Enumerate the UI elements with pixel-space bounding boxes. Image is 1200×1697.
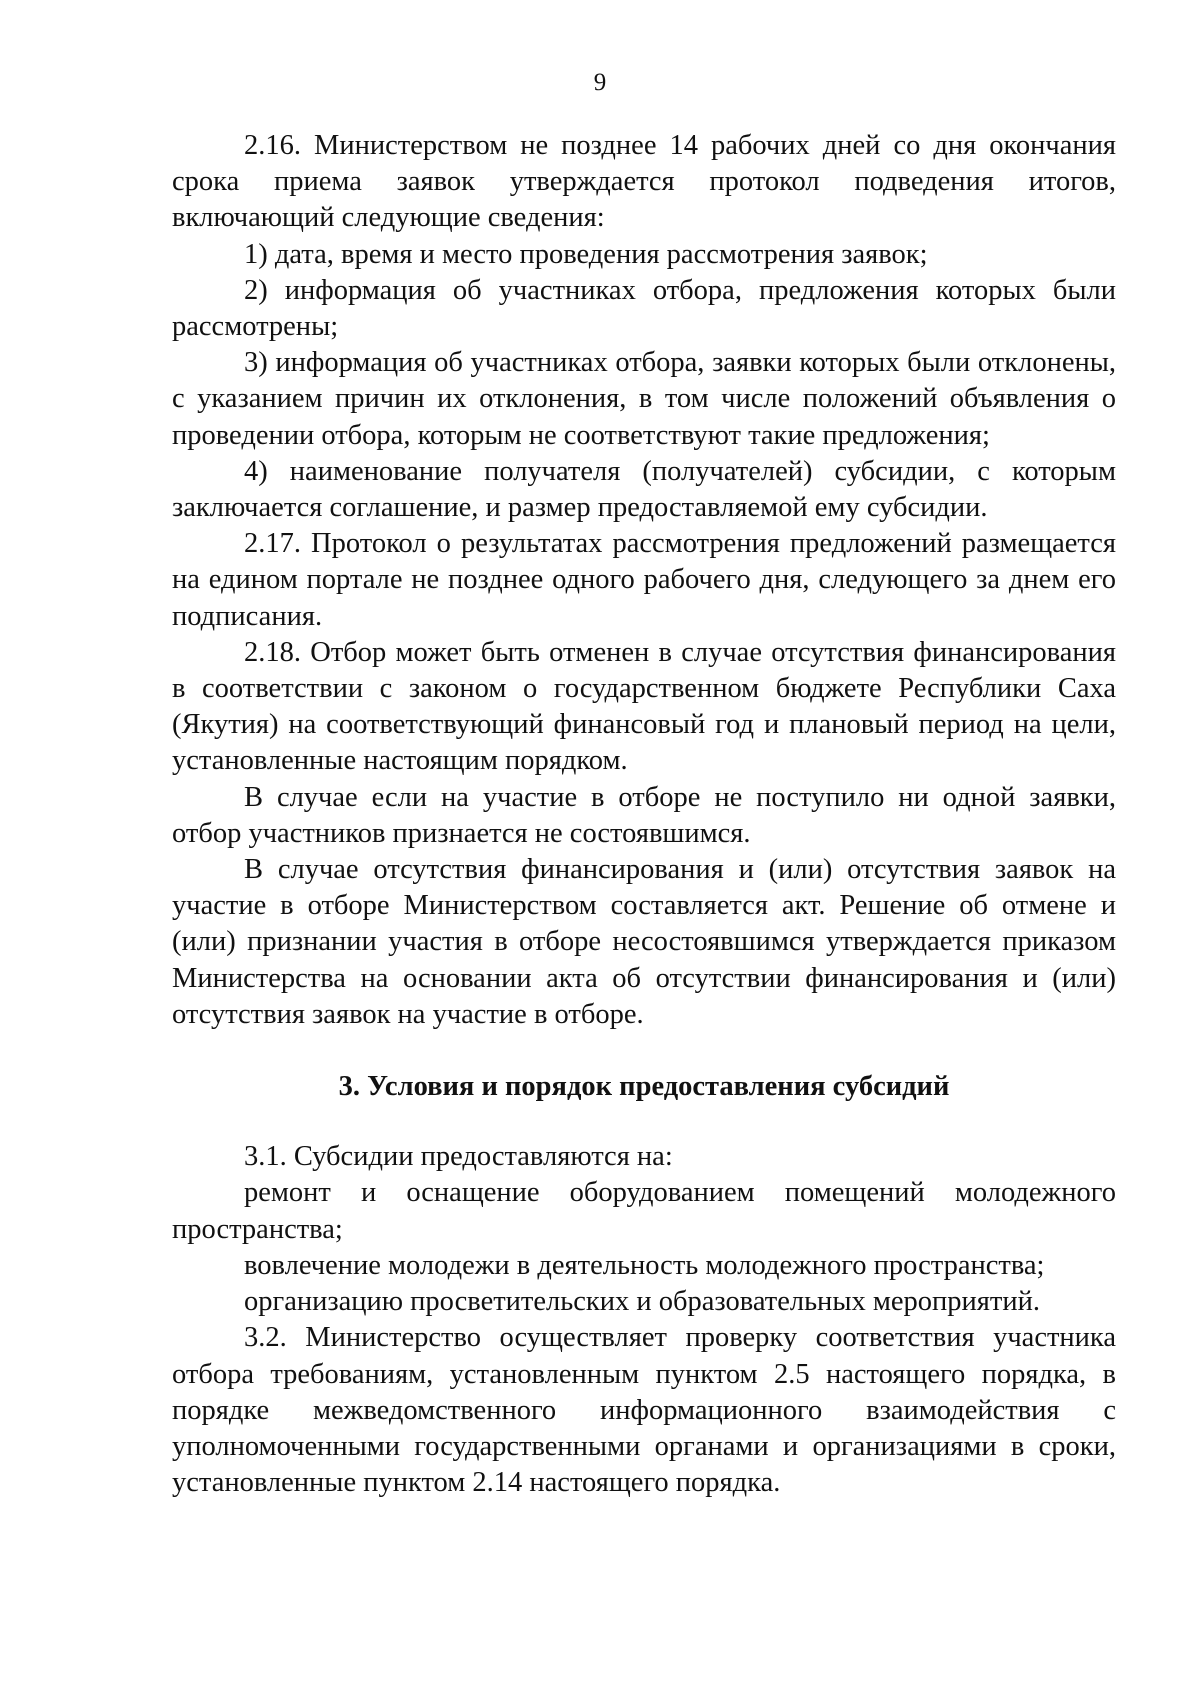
paragraph-3-1: 3.1. Субсидии предоставляются на: — [244, 1141, 673, 1173]
list-item-youth-involvement: вовлечение молодежи в деятельность молодежного пространства; — [244, 1249, 1045, 1281]
page-number: 9 — [593, 69, 607, 96]
list-item-participants-considered: 2) информация об участниках отбора, предложения которых были рассмотрены; — [172, 274, 1116, 343]
paragraph-3-2: 3.2. Министерство осуществляет проверку соответствия участника отбора требованиям, установленным пунктом 2.5 настоящего порядка, в порядке межведомственного информационного взаимодействия с уполномоченными государственными органами и организациями в сроки, установленные пунктом 2.14 настоящего порядка. — [172, 1322, 1116, 1499]
paragraph-no-applications: В случае если на участие в отборе не поступило ни одной заявки, отбор участников признается не состоявшимся. — [172, 781, 1116, 849]
list-item-participants-rejected: 3) информация об участниках отбора, заявки которых были отклонены, с указанием причин их отклонения, в том числе положений объявления о проведении отбора, которым не соответствуют такие предложения; — [172, 347, 1116, 451]
paragraph-lack-of-funding: В случае отсутствия финансирования и (или) отсутствия заявок на участие в отборе Министерством составляется акт. Решение об отмене и (или) признании участия в отборе несостоявшимся утверждается приказом Министерства на основании акта об отсутствии финансирования и (или) отсутствия заявок на участие в отборе. — [172, 854, 1116, 1030]
list-item-educational-events: организацию просветительских и образовательных мероприятий. — [244, 1286, 1040, 1318]
document-body — [172, 128, 1116, 1501]
list-item-repair-equipment: ремонт и оснащение оборудованием помещений молодежного пространства; — [172, 1177, 1116, 1245]
paragraph-2-16: 2.16. Министерством не позднее 14 рабочих дней со дня окончания срока приема заявок утверждается протокол подведения итогов, включающий следующие сведения: — [172, 130, 1116, 234]
paragraph-2-18: 2.18. Отбор может быть отменен в случае отсутствия финансирования в соответствии с законом о государственном бюджете Республики Саха (Якутия) на соответствующий финансовый год и плановый период на цели, установленные настоящим порядком. — [172, 636, 1116, 777]
section-3-heading: 3. Условия и порядок предоставления субсидий — [338, 1071, 950, 1103]
paragraph-2-17: 2.17. Протокол о результатах рассмотрения предложений размещается на едином портале не позднее одного рабочего дня, следующего за днем его подписания. — [172, 528, 1116, 632]
list-item-recipient-name: 4) наименование получателя (получателей) субсидии, с которым заключается соглашение, и размер предоставляемой ему субсидии. — [172, 455, 1116, 524]
list-item-date-time-place: 1) дата, время и место проведения рассмотрения заявок; — [244, 238, 928, 270]
